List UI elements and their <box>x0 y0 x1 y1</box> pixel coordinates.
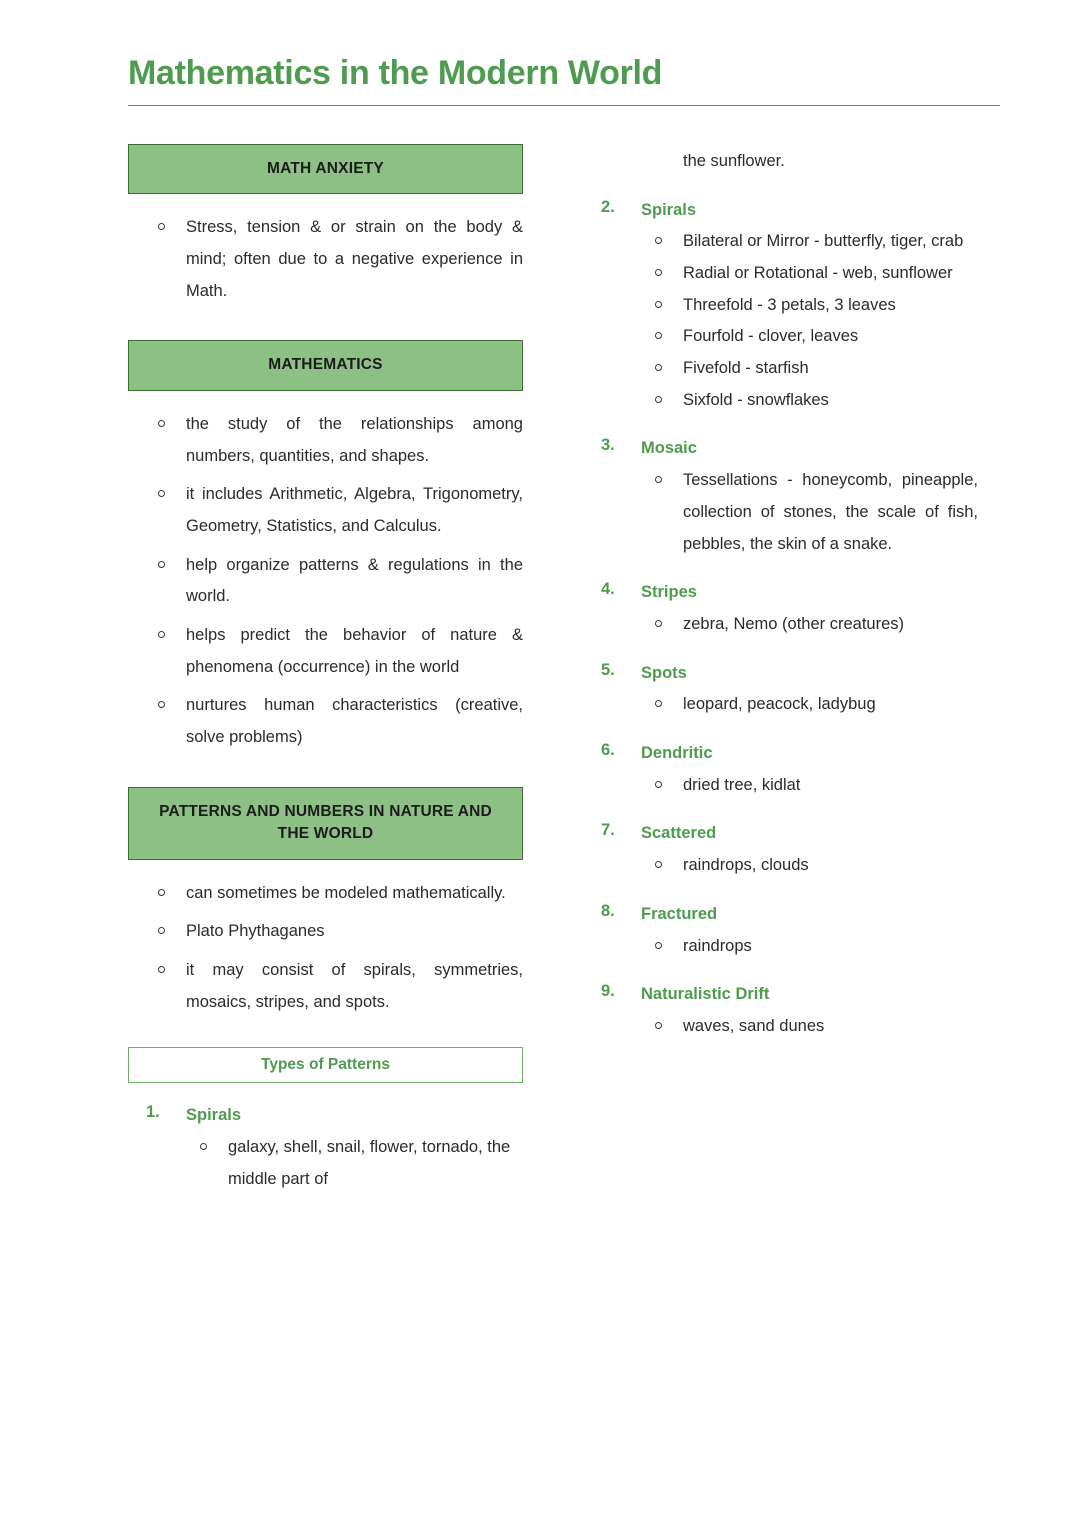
sub-bullet-list <box>186 1132 523 1195</box>
list-item: raindrops, clouds <box>641 850 978 882</box>
list-item <box>583 198 978 417</box>
list-item: nurtures human characteristics (creative, solve problems) <box>128 690 523 753</box>
list-item-number: 3. <box>601 436 615 455</box>
list-item <box>128 1103 523 1195</box>
list-item <box>583 661 978 721</box>
list-item: it may consist of spirals, symmetries, mosaics, stripes, and spots. <box>128 955 523 1018</box>
list-item: Stress, tension & or strain on the body & mind; often due to a negative experience in Math. <box>128 212 523 307</box>
list-item-heading: Fractured <box>641 904 718 923</box>
section-banner-patterns-and-numbers: PATTERNS AND NUMBERS IN NATURE AND THE WORLD <box>128 787 523 860</box>
list-item-heading: Spirals <box>641 200 697 219</box>
list-item-number: 1. <box>146 1103 160 1122</box>
list-item: Threefold - 3 petals, 3 leaves <box>641 290 978 322</box>
bullet-list-math-anxiety <box>128 212 523 307</box>
list-item: leopard, peacock, ladybug <box>641 689 978 721</box>
list-item <box>583 741 978 801</box>
list-item-heading: Stripes <box>641 583 697 602</box>
list-item-heading: Scattered <box>641 824 717 843</box>
list-item: dried tree, kidlat <box>641 770 978 802</box>
list-item-number: 2. <box>601 197 615 216</box>
sub-bullet-list <box>641 609 978 641</box>
pattern-list-left <box>128 1103 523 1195</box>
list-item-number: 7. <box>601 821 615 840</box>
list-item: help organize patterns & regulations in the world. <box>128 550 523 613</box>
list-item <box>583 436 978 560</box>
sub-bullet-list <box>641 931 978 963</box>
list-item: Plato Phythaganes <box>128 916 523 948</box>
sub-bullet-list <box>641 770 978 802</box>
two-column-body <box>70 144 1010 1215</box>
left-column <box>128 144 523 1215</box>
list-item-heading: Spirals <box>186 1106 242 1125</box>
list-item-number: 8. <box>601 901 615 920</box>
sub-bullet-list <box>641 226 978 416</box>
section-banner-mathematics: MATHEMATICS <box>128 340 523 390</box>
list-item: the study of the relationships among numbers, quantities, and shapes. <box>128 409 523 472</box>
list-item: Tessellations - honeycomb, pineapple, collection of stones, the scale of fish, pebbles, the skin of a snake. <box>641 465 978 560</box>
list-item-heading: Dendritic <box>641 744 713 763</box>
list-item-number: 4. <box>601 580 615 599</box>
spacer <box>128 761 523 787</box>
subsection-banner-types-of-patterns: Types of Patterns <box>128 1047 523 1083</box>
list-item <box>583 902 978 962</box>
list-item <box>583 821 978 881</box>
sub-bullet-list <box>641 850 978 882</box>
list-item: Radial or Rotational - web, sunflower <box>641 258 978 290</box>
list-item: it includes Arithmetic, Algebra, Trigonometry, Geometry, Statistics, and Calculus. <box>128 479 523 542</box>
section-banner-math-anxiety: MATH ANXIETY <box>128 144 523 194</box>
list-item-heading: Spots <box>641 663 687 682</box>
list-item: raindrops <box>641 931 978 963</box>
list-item-number: 9. <box>601 982 615 1001</box>
sub-bullet-list <box>641 465 978 560</box>
list-item: can sometimes be modeled mathematically. <box>128 878 523 910</box>
bullet-list-mathematics <box>128 409 523 754</box>
page-title: Mathematics in the Modern World <box>128 54 663 92</box>
list-item: Fivefold - starfish <box>641 353 978 385</box>
bullet-list-patterns-and-numbers <box>128 878 523 1019</box>
sub-bullet-list <box>641 1011 978 1043</box>
list-item-heading: Mosaic <box>641 439 697 458</box>
continuation-text: the sunflower. <box>683 152 785 170</box>
right-column <box>583 144 978 1215</box>
list-item: Fourfold - clover, leaves <box>641 321 978 353</box>
list-item-heading: Naturalistic Drift <box>641 985 770 1004</box>
list-item <box>583 982 978 1042</box>
pattern-list-right <box>583 198 978 1043</box>
list-item-number: 5. <box>601 660 615 679</box>
list-item-number: 6. <box>601 741 615 760</box>
list-item: galaxy, shell, snail, flower, tornado, the middle part of <box>186 1132 523 1195</box>
list-item <box>583 580 978 640</box>
title-divider <box>128 105 1000 106</box>
list-item: zebra, Nemo (other creatures) <box>641 609 978 641</box>
list-item: waves, sand dunes <box>641 1011 978 1043</box>
list-item: Bilateral or Mirror - butterfly, tiger, crab <box>641 226 978 258</box>
list-item: helps predict the behavior of nature & phenomena (occurrence) in the world <box>128 620 523 683</box>
spacer <box>128 1025 523 1043</box>
sub-bullet-list <box>641 689 978 721</box>
spacer <box>128 314 523 340</box>
list-item: Sixfold - snowflakes <box>641 385 978 417</box>
